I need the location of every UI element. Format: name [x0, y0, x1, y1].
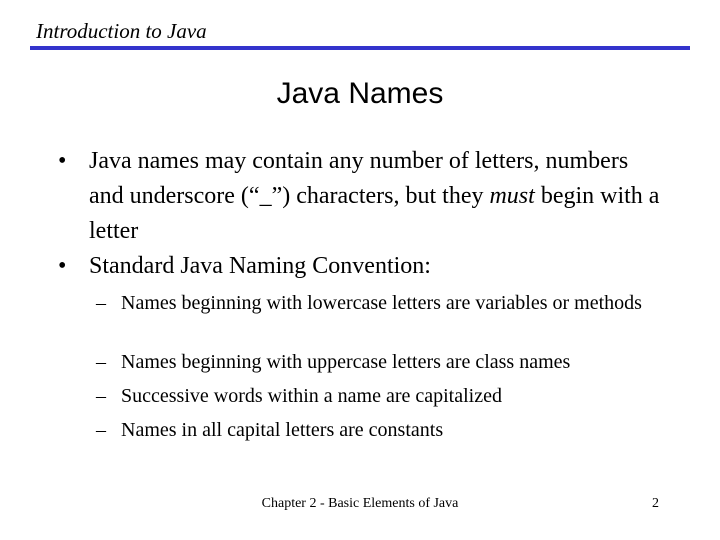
sub-bullet-list [0, 289, 720, 450]
sub-bullet-item [0, 416, 666, 450]
sub-bullet-text: Names beginning with lowercase letters are variables or methods [121, 292, 642, 314]
sub-bullet-text: Names in all capital letters are constants [121, 419, 444, 441]
bullet-item [0, 249, 664, 284]
bullet-mark: • [58, 253, 67, 279]
bullet-item [0, 144, 664, 249]
bullet-text: Java names may contain any number of letters, numbers and underscore (“_”) characters, but they [89, 148, 629, 209]
sub-bullet-mark: – [96, 419, 106, 441]
slide-title: Java Names [276, 77, 444, 110]
sub-bullet-item [0, 348, 666, 382]
bullet-text: Standard Java Naming Convention: [89, 253, 431, 279]
bullet-text-end: begin with a letter [89, 183, 660, 244]
sub-bullet-item [0, 382, 666, 416]
sub-bullet-text: Names beginning with uppercase letters are class names [121, 351, 571, 373]
sub-bullet-mark: – [96, 385, 106, 407]
sub-bullet-text: Successive words within a name are capitalized [121, 385, 502, 407]
bullet-mark: • [58, 148, 67, 174]
header-rule [30, 46, 690, 50]
sub-bullet-mark: – [96, 351, 106, 373]
bullet-list [0, 144, 720, 284]
page-number: 2 [652, 496, 659, 511]
bullet-emphasis: must [489, 183, 535, 209]
sub-bullet-item [0, 289, 666, 348]
header-title: Introduction to Java [36, 19, 207, 43]
footer-label: Chapter 2 - Basic Elements of Java [261, 496, 459, 511]
sub-bullet-mark: – [96, 292, 106, 314]
